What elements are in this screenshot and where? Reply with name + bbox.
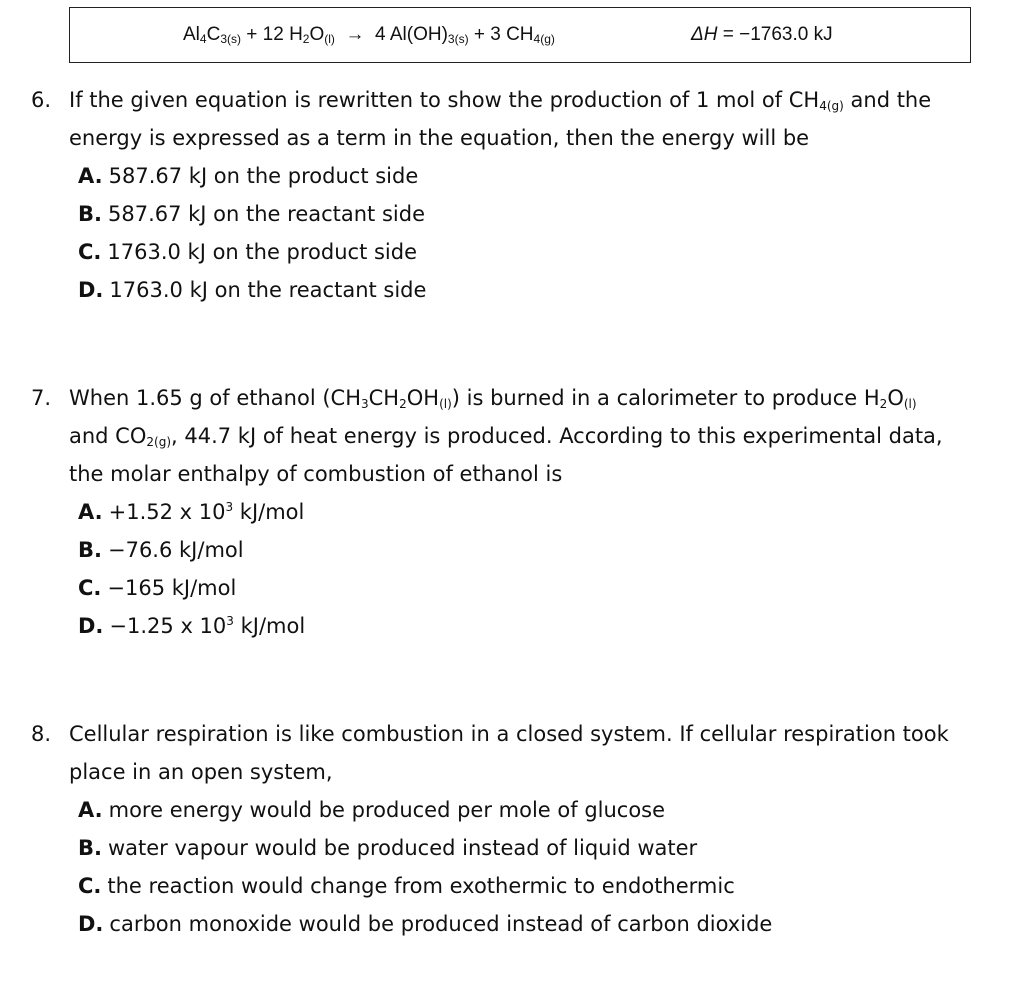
question-text-line: the molar enthalpy of combustion of ethanol is — [69, 462, 563, 486]
option-d[interactable]: D. carbon monoxide would be produced instead of carbon dioxide — [78, 912, 773, 936]
option-b[interactable]: B. 587.67 kJ on the reactant side — [78, 202, 425, 226]
question-number: 6. — [31, 88, 52, 112]
option-a[interactable]: A. +1.52 x $10^3$ kJ/mol — [78, 500, 305, 524]
equation-reaction: $Al_4C_{3(s)} + 12$ $H_2O_{(l)} \to 4$ $Al(OH)_{3(s)} + 3$ $CH_{4(g)}$ — [183, 24, 555, 46]
question-number: 8. — [31, 722, 52, 746]
question-text-line: When 1.65 g of ethanol $(CH_3CH_2OH_{(l)})$ is burned in a calorimeter to produce $H_2O_{(l)}$ — [69, 386, 917, 411]
equation-box — [69, 7, 971, 63]
option-b[interactable]: B. −76.6 kJ/mol — [78, 538, 244, 562]
option-c[interactable]: C. −165 kJ/mol — [78, 576, 237, 600]
question-text-line: If the given equation is rewritten to show the production of 1 mol of $CH_{4(g)}$ and the — [69, 88, 932, 113]
option-a[interactable]: A. more energy would be produced per mole of glucose — [78, 798, 666, 822]
question-number: 7. — [31, 386, 52, 410]
question-text-line: place in an open system, — [69, 760, 333, 784]
option-d[interactable]: D. 1763.0 kJ on the reactant side — [78, 278, 427, 302]
option-a[interactable]: A. 587.67 kJ on the product side — [78, 164, 419, 188]
option-c[interactable]: C. 1763.0 kJ on the product side — [78, 240, 418, 264]
option-b[interactable]: B. water vapour would be produced instead of liquid water — [78, 836, 698, 860]
enthalpy-change: ΔH = −1763.0 kJ — [691, 24, 833, 45]
question-text-line: and $CO_{2(g)}$, 44.7 kJ of heat energy is produced. According to this experimental data, — [69, 424, 943, 449]
option-c[interactable]: C. the reaction would change from exothermic to endothermic — [78, 874, 735, 898]
option-d[interactable]: D. −1.25 x $10^3$ kJ/mol — [78, 614, 306, 638]
question-text-line: energy is expressed as a term in the equation, then the energy will be — [69, 126, 810, 150]
question-text-line: Cellular respiration is like combustion in a closed system. If cellular respiration took — [69, 722, 949, 746]
